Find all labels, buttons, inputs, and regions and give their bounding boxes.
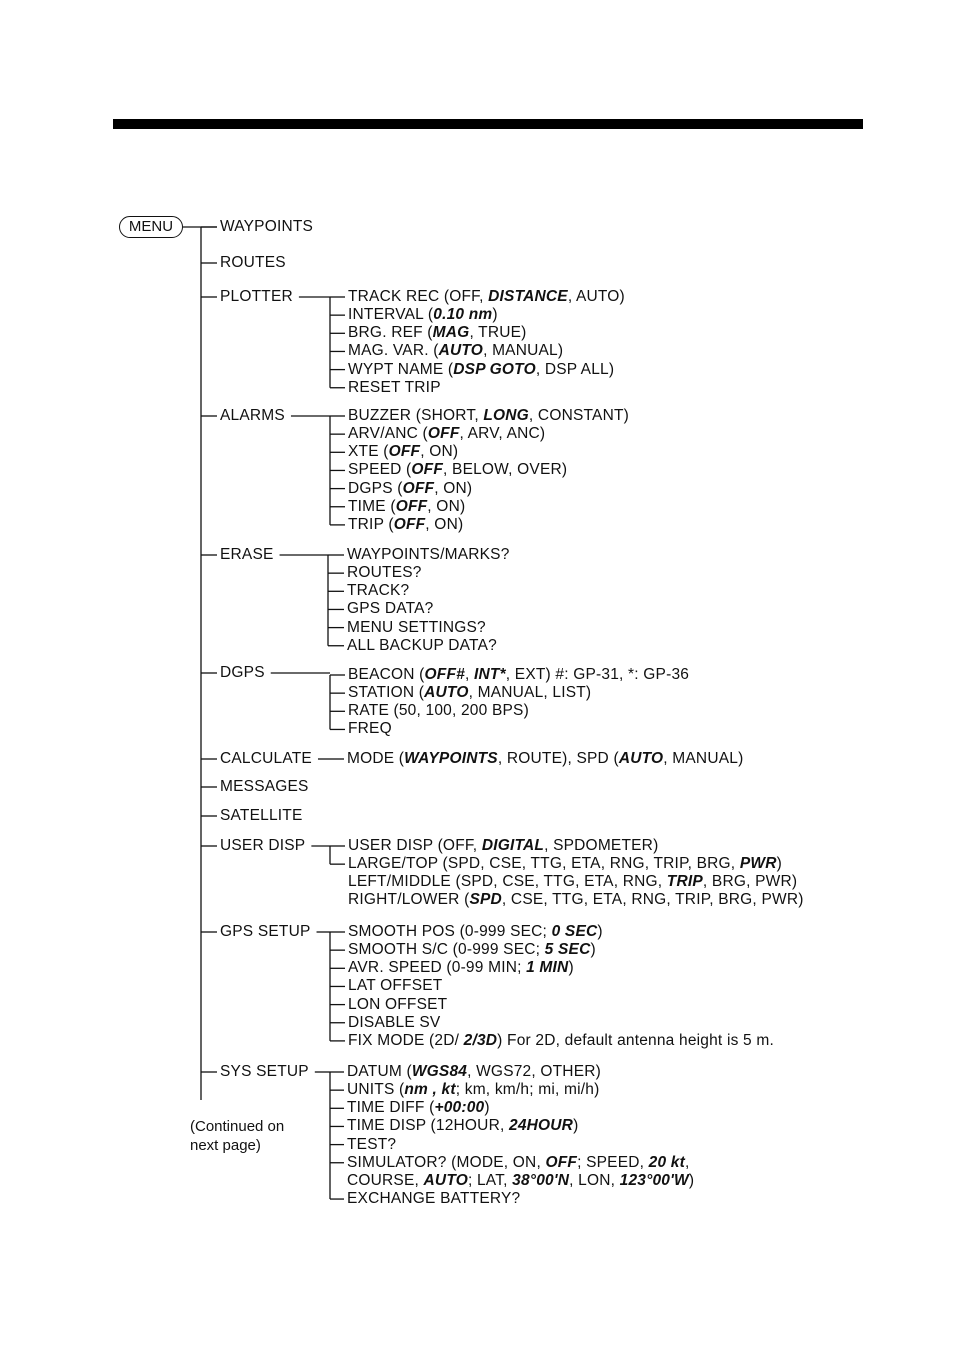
submenu-item: BEACON (OFF#, INT*, EXT) #: GP-31, *: GP-36: [348, 666, 690, 683]
submenu-item: DGPS (OFF, ON): [348, 479, 473, 497]
submenu-item: BUZZER (SHORT, LONG, CONSTANT): [348, 407, 629, 424]
submenu-item: WYPT NAME (DSP GOTO, DSP ALL): [348, 360, 615, 378]
submenu-item: RESET TRIP: [348, 378, 441, 396]
submenu-item: WAYPOINTS/MARKS?: [347, 546, 510, 563]
submenu-item: ARV/ANC (OFF, ARV, ANC): [348, 425, 546, 443]
submenu-item: SPEED (OFF, BELOW, OVER): [348, 461, 568, 479]
submenu-item: SMOOTH POS (0-999 SEC; 0 SEC): [348, 923, 603, 940]
submenu-item: MAG. VAR. (AUTO, MANUAL): [348, 342, 564, 360]
menu-item-calculate: CALCULATE: [220, 750, 312, 767]
submenu-item: LON OFFSET: [348, 995, 448, 1013]
submenu-item-continuation: COURSE, AUTO; LAT, 38°00'N, LON, 123°00'W): [347, 1171, 695, 1189]
submenu-item: TEST?: [347, 1135, 397, 1153]
submenu-item: XTE (OFF, ON): [348, 443, 459, 461]
submenu-item: TIME DIFF (+00:00): [347, 1099, 490, 1117]
submenu-item: LEFT/MIDDLE (SPD, CSE, TTG, ETA, RNG, TRIP, BRG, PWR): [348, 873, 798, 891]
submenu-item: EXCHANGE BATTERY?: [347, 1190, 521, 1208]
submenu-item: GPS DATA?: [347, 600, 434, 618]
submenu-item: TRIP (OFF, ON): [348, 515, 464, 533]
submenu-item: MODE (WAYPOINTS, ROUTE), SPD (AUTO, MANUAL): [347, 750, 744, 767]
submenu-item: INTERVAL (0.10 nm): [348, 306, 498, 324]
submenu-item: AVR. SPEED (0-99 MIN; 1 MIN): [348, 959, 574, 977]
submenu-item: RIGHT/LOWER (SPD, CSE, TTG, ETA, RNG, TRIP, BRG, PWR): [348, 891, 804, 909]
submenu-item: LARGE/TOP (SPD, CSE, TTG, ETA, RNG, TRIP, BRG, PWR): [348, 855, 782, 873]
submenu-item: TRACK REC (OFF, DISTANCE, AUTO): [348, 288, 625, 305]
submenu-item: UNITS (nm , kt; km, km/h; mi, mi/h): [347, 1081, 600, 1099]
menu-item-waypoints: WAYPOINTS: [220, 218, 314, 235]
submenu-item: MENU SETTINGS?: [347, 618, 486, 636]
submenu-item: FIX MODE (2D/ 2/3D) For 2D, default antenna height is 5 m.: [348, 1031, 774, 1049]
menu-item-plotter: PLOTTER: [220, 288, 293, 305]
submenu-item: TRACK?: [347, 582, 410, 600]
menu-item-gps-setup: GPS SETUP: [220, 923, 311, 940]
submenu-item: TIME DISP (12HOUR, 24HOUR): [347, 1117, 579, 1135]
submenu-item: DATUM (WGS84, WGS72, OTHER): [347, 1063, 601, 1080]
submenu-item: TIME (OFF, ON): [348, 497, 466, 515]
submenu-item: STATION (AUTO, MANUAL, LIST): [348, 684, 592, 702]
submenu-item: ALL BACKUP DATA?: [347, 636, 497, 654]
menu-item-satellite: SATELLITE: [220, 807, 303, 824]
submenu-item: RATE (50, 100, 200 BPS): [348, 702, 529, 720]
menu-item-sys-setup: SYS SETUP: [220, 1063, 309, 1080]
submenu-item: ROUTES?: [347, 564, 422, 582]
submenu-item: BRG. REF (MAG, TRUE): [348, 324, 527, 342]
submenu-item: USER DISP (OFF, DIGITAL, SPDOMETER): [348, 837, 659, 854]
menu-item-routes: ROUTES: [220, 254, 286, 271]
menu-item-alarms: ALARMS: [220, 407, 285, 424]
menu-item-messages: MESSAGES: [220, 778, 309, 795]
submenu-item: SMOOTH S/C (0-999 SEC; 5 SEC): [348, 941, 596, 959]
submenu-item: LAT OFFSET: [348, 977, 443, 995]
menu-root-node: MENU: [119, 216, 183, 238]
submenu-item: SIMULATOR? (MODE, ON, OFF; SPEED, 20 kt,: [347, 1153, 690, 1171]
continued-note: (Continued on next page): [190, 1118, 285, 1154]
menu-item-dgps: DGPS: [220, 664, 265, 681]
menu-item-user-disp: USER DISP: [220, 837, 306, 854]
submenu-item: DISABLE SV: [348, 1013, 441, 1031]
menu-item-erase: ERASE: [220, 546, 274, 563]
submenu-item: FREQ: [348, 720, 392, 738]
